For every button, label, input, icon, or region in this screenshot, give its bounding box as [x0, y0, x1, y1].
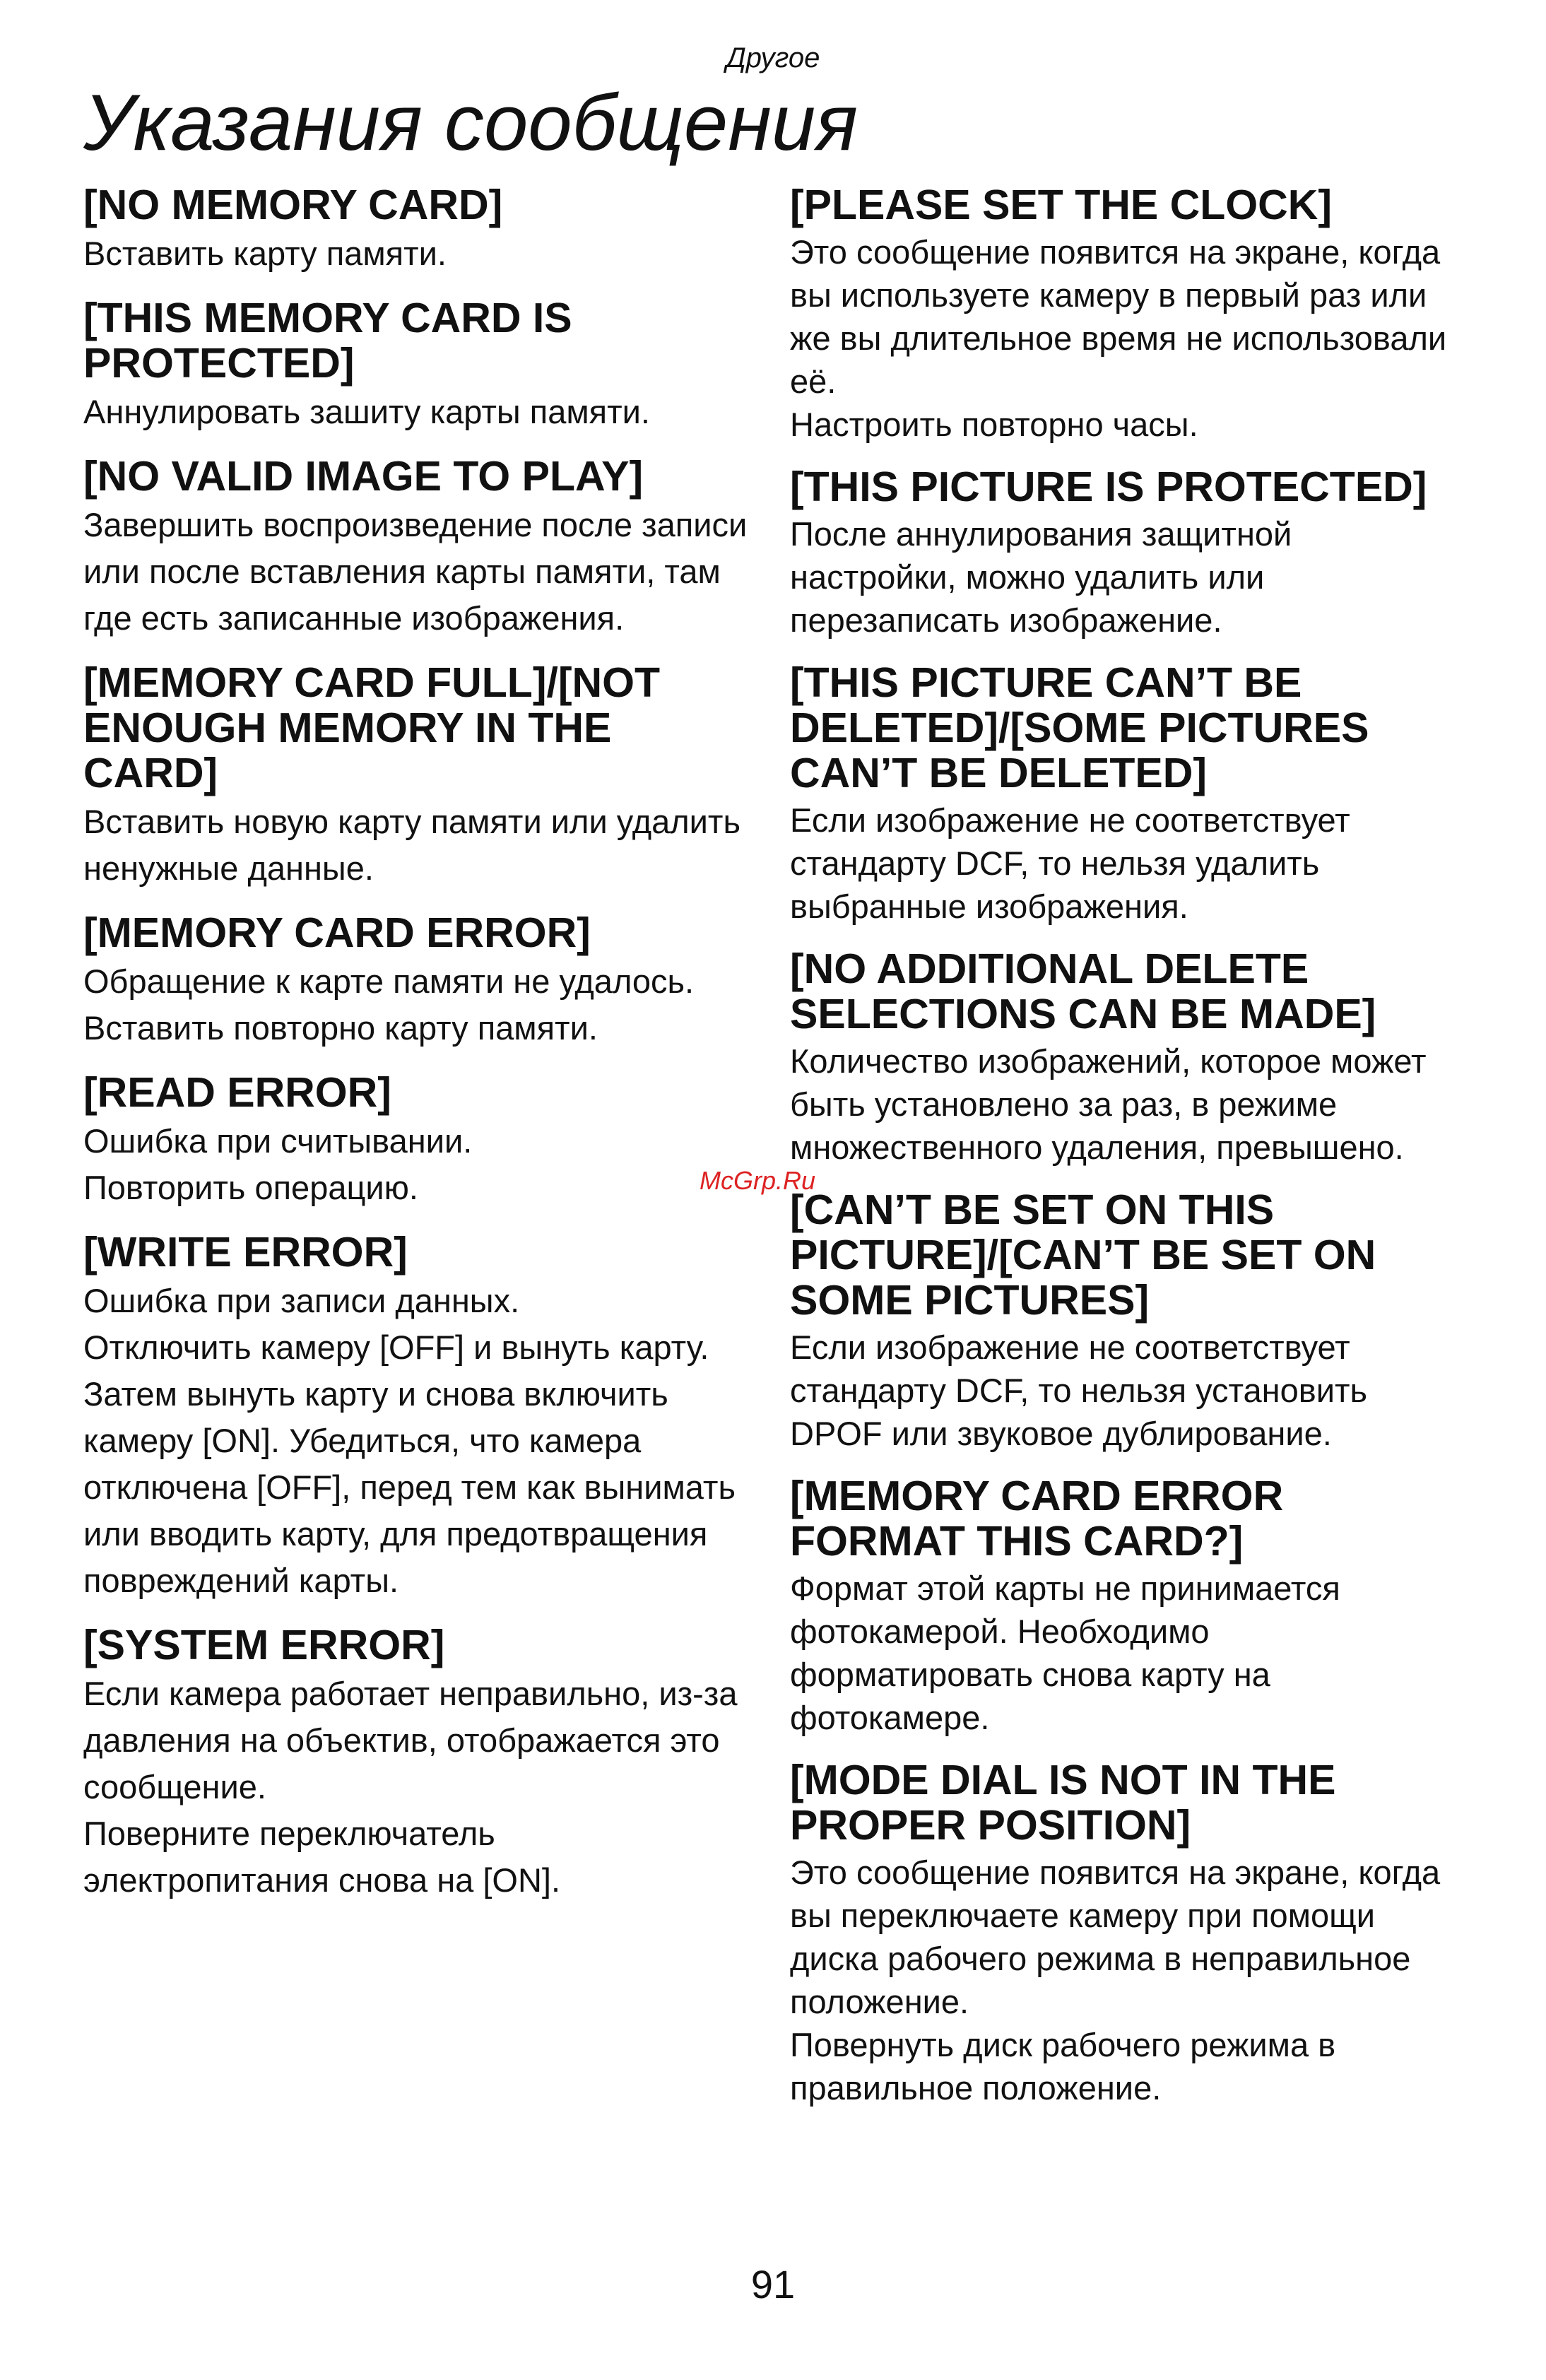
message-description: Вставить новую карту памяти или удалить ненужные данные.: [83, 803, 740, 887]
message-description: Обращение к карте памяти не удалось. Вставить повторно карту памяти.: [83, 962, 695, 1047]
message-heading: [MEMORY CARD ERROR]: [83, 909, 591, 956]
message-entry: [83, 660, 748, 892]
message-heading: [PLEASE SET THE CLOCK]: [790, 182, 1333, 228]
message-entry: [790, 946, 1454, 1169]
message-entry: [790, 1757, 1454, 2109]
message-heading: [NO VALID IMAGE TO PLAY]: [83, 453, 644, 500]
message-heading: [MEMORY CARD ERROR FORMAT THIS CARD?]: [790, 1473, 1284, 1565]
message-heading: [MODE DIAL IS NOT IN THE PROPER POSITION]: [790, 1757, 1336, 1849]
section-label: Другое: [726, 42, 820, 73]
message-description: Это сообщение появится на экране, когда вы используете камеру в первый раз или же вы длительное время не использовали её. Настроить повторно часы.: [790, 233, 1447, 443]
message-description: Вставить карту памяти.: [83, 235, 447, 272]
message-description: Это сообщение появится на экране, когда вы переключаете камеру при помощи диска рабочего режима в неправильное положение. Повернуть диск рабочего режима в правильное положение.: [790, 1854, 1441, 2107]
message-heading: [READ ERROR]: [83, 1069, 391, 1116]
message-entry: [83, 182, 748, 277]
message-entry: [790, 1473, 1454, 1739]
message-heading: [MEMORY CARD FULL]/[NOT ENOUGH MEMORY IN THE CARD]: [83, 659, 661, 796]
page-number: 91: [750, 2262, 796, 2307]
message-entry: [790, 1187, 1454, 1455]
message-description: Завершить воспроизведение после записи или после вставления карты памяти, там где есть записанные изображения.: [83, 506, 748, 637]
message-description: Если камера работает неправильно, из-за давления на объектив, отображается это сообщение. Поверните переключатель электропитания снова на [ON].: [83, 1675, 738, 1899]
message-description: Ошибка при записи данных. Отключить камеру [OFF] и вынуть карту. Затем вынуть карту и снова включить камеру [ON]. Убедиться, что камера отключена [OFF], перед тем как вынимать или вводить карту, для предотвращения повреждений карты.: [83, 1282, 736, 1599]
message-description: Формат этой карты не принимается фотокамерой. Необходимо форматировать снова карту на фотокамере.: [790, 1569, 1340, 1736]
message-heading: [CAN’T BE SET ON THIS PICTURE]/[CAN’T BE SET ON SOME PICTURES]: [790, 1186, 1376, 1324]
left-column: [83, 182, 748, 1922]
message-entry: [83, 295, 748, 435]
message-heading: [THIS PICTURE CAN’T BE DELETED]/[SOME PICTURES CAN’T BE DELETED]: [790, 659, 1369, 796]
message-heading: [SYSTEM ERROR]: [83, 1622, 445, 1668]
message-entry: [790, 660, 1454, 928]
message-entry: [83, 910, 748, 1051]
message-heading: [WRITE ERROR]: [83, 1229, 408, 1276]
message-heading: [THIS MEMORY CARD IS PROTECTED]: [83, 295, 572, 387]
message-entry: [790, 182, 1454, 446]
message-description: Аннулировать зашиту карты памяти.: [83, 393, 650, 430]
message-entry: [83, 1230, 748, 1604]
message-description: Количество изображений, которое может быть установлено за раз, в режиме множественного удаления, превышено.: [790, 1042, 1427, 1166]
message-entry: [83, 1622, 748, 1904]
page-title: Указания сообщения: [83, 78, 858, 167]
message-heading: [THIS PICTURE IS PROTECTED]: [790, 464, 1427, 510]
message-description: Если изображение не соответствует стандарту DCF, то нельзя установить DPOF или звуковое дублирование.: [790, 1329, 1368, 1452]
message-entry: [83, 1070, 748, 1211]
message-heading: [NO MEMORY CARD]: [83, 182, 503, 228]
message-description: После аннулирования защитной настройки, можно удалить или перезаписать изображение.: [790, 515, 1292, 639]
watermark-text: McGrp.Ru: [700, 1166, 816, 1195]
right-column: [790, 182, 1454, 2128]
message-entry: [83, 454, 748, 642]
message-entry: [790, 464, 1454, 642]
message-description: Если изображение не соответствует стандарту DCF, то нельзя удалить выбранные изображения.: [790, 801, 1350, 925]
message-heading: [NO ADDITIONAL DELETE SELECTIONS CAN BE MADE]: [790, 945, 1376, 1037]
message-description: Ошибка при считывании. Повторить операцию.: [83, 1122, 473, 1206]
